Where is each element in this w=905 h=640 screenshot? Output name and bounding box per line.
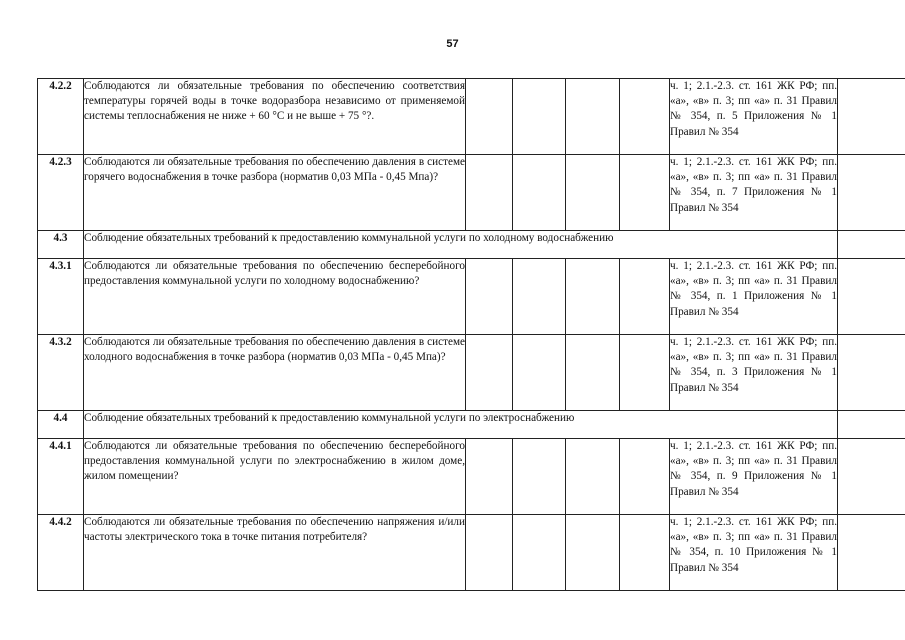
answer-cell-yes[interactable] <box>466 155 513 231</box>
item-number: 4.4.2 <box>38 515 84 591</box>
answer-cell-na[interactable] <box>566 515 620 591</box>
answer-cell-extra[interactable] <box>620 155 670 231</box>
answer-cell-yes[interactable] <box>466 515 513 591</box>
answer-cell-no[interactable] <box>513 79 566 155</box>
answer-cell-no[interactable] <box>513 155 566 231</box>
table-row <box>38 439 905 515</box>
answer-cell-yes[interactable] <box>466 439 513 515</box>
question-text: Соблюдаются ли обязательные требования по обеспечению давления в системе горячего водоснабжения в точке разбора (норматив 0,03 МПа - 0,45 Мпа)? <box>84 155 466 231</box>
question-text: Соблюдаются ли обязательные требования по обеспечению давления в системе холодного водоснабжения в точке разбора (норматив 0,03 МПа - 0,45 Мпа)? <box>84 335 466 411</box>
table-row <box>38 335 905 411</box>
item-number: 4.3.1 <box>38 259 84 335</box>
answer-cell-na[interactable] <box>566 259 620 335</box>
answer-cell-extra[interactable] <box>620 335 670 411</box>
note-cell[interactable] <box>838 335 905 411</box>
legal-reference: ч. 1; 2.1.-2.3. ст. 161 ЖК РФ; пп. «а», «в» п. 3; пп «а» п. 31 Правил № 354, п. 9 Приложения № 1 Правил № 354 <box>670 439 838 515</box>
section-title: Соблюдение обязательных требований к предоставлению коммунальной услуги по холодному водоснабжению <box>84 231 838 259</box>
answer-cell-no[interactable] <box>513 439 566 515</box>
legal-reference: ч. 1; 2.1.-2.3. ст. 161 ЖК РФ; пп. «а», «в» п. 3; пп «а» п. 31 Правил № 354, п. 10 Приложения № 1 Правил № 354 <box>670 515 838 591</box>
item-number: 4.3.2 <box>38 335 84 411</box>
answer-cell-yes[interactable] <box>466 259 513 335</box>
note-cell[interactable] <box>838 515 905 591</box>
section-row <box>38 411 905 439</box>
question-text: Соблюдаются ли обязательные требования по обеспечению бесперебойного предоставления коммунальной услуги по электроснабжению в жилом доме, жилом помещении? <box>84 439 466 515</box>
item-number: 4.2.3 <box>38 155 84 231</box>
table-row <box>38 79 905 155</box>
note-cell[interactable] <box>838 155 905 231</box>
answer-cell-na[interactable] <box>566 335 620 411</box>
answer-cell-yes[interactable] <box>466 335 513 411</box>
table-row <box>38 155 905 231</box>
note-cell[interactable] <box>838 231 905 259</box>
answer-cell-no[interactable] <box>513 515 566 591</box>
legal-reference: ч. 1; 2.1.-2.3. ст. 161 ЖК РФ; пп. «а», «в» п. 3; пп «а» п. 31 Правил № 354, п. 5 Приложения № 1 Правил № 354 <box>670 79 838 155</box>
note-cell[interactable] <box>838 259 905 335</box>
table-row <box>38 259 905 335</box>
answer-cell-extra[interactable] <box>620 515 670 591</box>
answer-cell-extra[interactable] <box>620 79 670 155</box>
section-number: 4.4 <box>38 411 84 439</box>
question-text: Соблюдаются ли обязательные требования по обеспечению бесперебойного предоставления коммунальной услуги по холодному водоснабжению? <box>84 259 466 335</box>
answer-cell-no[interactable] <box>513 335 566 411</box>
note-cell[interactable] <box>838 439 905 515</box>
legal-reference: ч. 1; 2.1.-2.3. ст. 161 ЖК РФ; пп. «а», «в» п. 3; пп «а» п. 31 Правил № 354, п. 3 Приложения № 1 Правил № 354 <box>670 335 838 411</box>
question-text: Соблюдаются ли обязательные требования по обеспечению соответствия температуры горячей воды в точке водоразбора независимо от применяемой системы теплоснабжения не ниже + 60 °С и не выше + 75 °?. <box>84 79 466 155</box>
legal-reference: ч. 1; 2.1.-2.3. ст. 161 ЖК РФ; пп. «а», «в» п. 3; пп «а» п. 31 Правил № 354, п. 7 Приложения № 1 Правил № 354 <box>670 155 838 231</box>
requirements-table <box>37 78 905 591</box>
section-row <box>38 231 905 259</box>
page-number: 57 <box>446 38 459 50</box>
answer-cell-extra[interactable] <box>620 439 670 515</box>
answer-cell-na[interactable] <box>566 155 620 231</box>
answer-cell-extra[interactable] <box>620 259 670 335</box>
note-cell[interactable] <box>838 79 905 155</box>
section-number: 4.3 <box>38 231 84 259</box>
answer-cell-na[interactable] <box>566 79 620 155</box>
table-row <box>38 515 905 591</box>
legal-reference: ч. 1; 2.1.-2.3. ст. 161 ЖК РФ; пп. «а», «в» п. 3; пп «а» п. 31 Правил № 354, п. 1 Приложения № 1 Правил № 354 <box>670 259 838 335</box>
item-number: 4.4.1 <box>38 439 84 515</box>
answer-cell-no[interactable] <box>513 259 566 335</box>
answer-cell-yes[interactable] <box>466 79 513 155</box>
note-cell[interactable] <box>838 411 905 439</box>
item-number: 4.2.2 <box>38 79 84 155</box>
question-text: Соблюдаются ли обязательные требования по обеспечению напряжения и/или частоты электрического тока в точке питания потребителя? <box>84 515 466 591</box>
section-title: Соблюдение обязательных требований к предоставлению коммунальной услуги по электроснабжению <box>84 411 838 439</box>
answer-cell-na[interactable] <box>566 439 620 515</box>
